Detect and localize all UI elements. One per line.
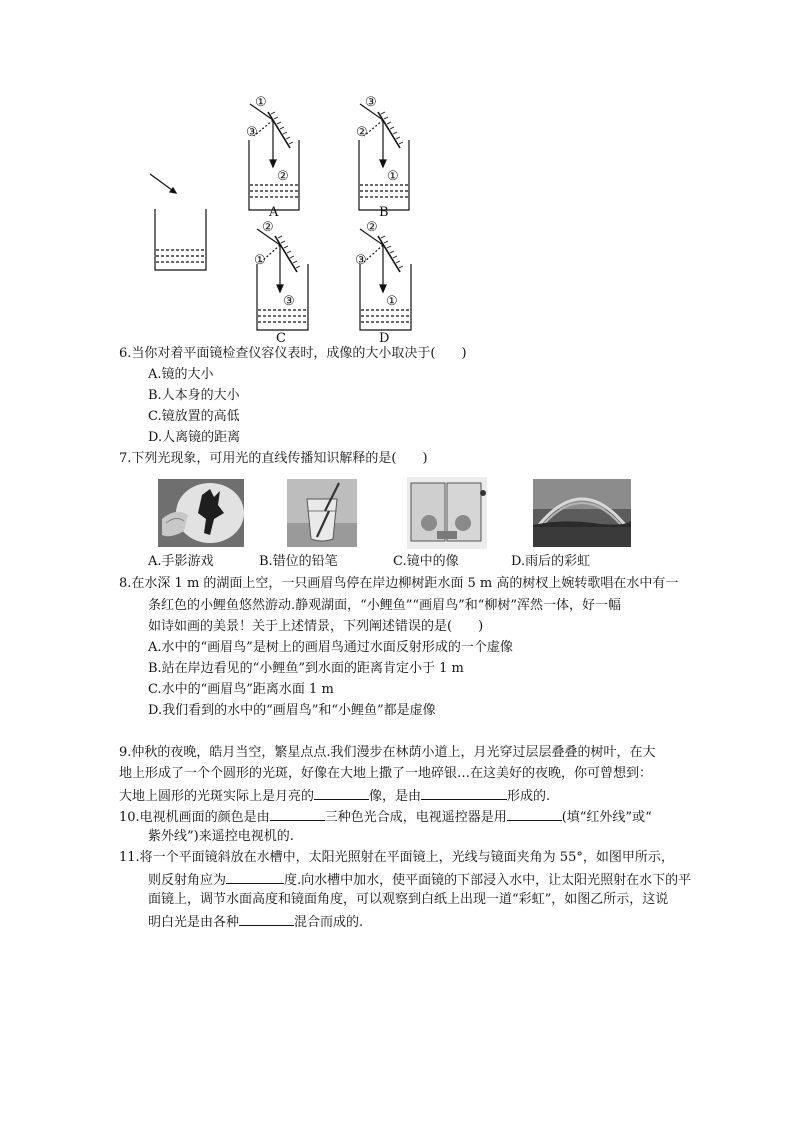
q9-blank-1[interactable] xyxy=(314,785,369,800)
label-a-3: ③ xyxy=(246,125,258,140)
label-c: C xyxy=(276,331,286,346)
q10-blank-2[interactable] xyxy=(507,806,562,821)
q9-line3-part3: 形成的. xyxy=(507,789,551,804)
q10-line2: 紫外线”)来遥控电视机的. xyxy=(148,829,294,844)
q9-line3-part1: 大地上圆形的光斑实际上是月亮的 xyxy=(119,789,315,804)
label-d-3: ③ xyxy=(355,253,367,268)
q11-line2-part1: 则反射角应为 xyxy=(148,873,227,888)
q10-blank-1[interactable] xyxy=(270,806,325,821)
q6-option-a: A.镜的大小 xyxy=(148,367,214,382)
q7-option-a: A.手影游戏 xyxy=(148,554,214,569)
label-c-2: ② xyxy=(262,220,274,235)
label-d: D xyxy=(379,331,390,346)
q9-line2: 地上形成了一个个圆形的光斑，好像在大地上撒了一地碎银…在这美好的夜晚，你可曾想到： xyxy=(119,766,653,781)
q9-line3-part2: 像，是由 xyxy=(369,789,422,804)
q8-option-a: A.水中的“画眉鸟”是树上的画眉鸟通过水面反射形成的一个虚像 xyxy=(148,640,513,655)
q8-option-d: D.我们看到的水中的“画眉鸟”和“小鲤鱼”都是虚像 xyxy=(148,703,436,718)
q6-option-b: B.人本身的大小 xyxy=(148,388,240,403)
diagram-c xyxy=(257,229,308,330)
q6-option-c: C.镜放置的高低 xyxy=(148,409,240,424)
q9-blank-2[interactable] xyxy=(421,785,507,800)
q8-line2: 条红色的小鲤鱼悠然游动.静观湖面，“小鲤鱼”“画眉鸟”和“柳树”浑然一体，好一幅 xyxy=(148,598,622,613)
q8-line3: 如诗如画的美景！关于上述情景，下列阐述错误的是( ) xyxy=(148,619,484,634)
q10-line1 xyxy=(119,806,652,828)
reference-container xyxy=(150,174,220,270)
label-a-2: ② xyxy=(277,169,289,184)
q8-option-b: B.站在岸边看见的“小鲤鱼”到水面的距离肯定小于 1 m xyxy=(148,661,464,676)
rainbow-photo xyxy=(533,479,631,547)
label-b-3: ③ xyxy=(365,95,377,110)
q10-line1-part2: 三种色光合成，电视遥控器是用 xyxy=(324,810,507,825)
diagram-b xyxy=(359,104,409,210)
q8-option-c: C.水中的“画眉鸟”距离水面 1 m xyxy=(148,682,334,697)
q11-line4-part2: 混合而成的. xyxy=(294,915,364,930)
label-c-1: ① xyxy=(254,253,266,268)
label-b: B xyxy=(379,205,389,220)
q9-line1: 9.仲秋的夜晚，皓月当空，繁星点点.我们漫步在林荫小道上，月光穿过层层叠叠的树叶，在大 xyxy=(119,745,656,760)
label-b-1: ① xyxy=(387,169,399,184)
label-d-2: ② xyxy=(366,220,378,235)
q11-blank-1[interactable] xyxy=(226,869,284,884)
hand-shadow-photo xyxy=(158,479,244,547)
diagram-a xyxy=(249,104,299,210)
q8-line1: 8.在水深 1 m 的湖面上空，一只画眉鸟停在岸边柳树距水面 5 m 高的树杈上婉转歌唱在水中有一 xyxy=(119,576,679,591)
q11-line1: 11.将一个平面镜斜放在水槽中，太阳光照射在平面镜上，光线与镜面夹角为 55°，如图甲所示， xyxy=(119,850,674,865)
label-b-2: ② xyxy=(356,125,368,140)
q11-line2-part2: 度.向水槽中加水，使平面镜的下部浸入水中，让太阳光照射在水下的平 xyxy=(284,873,692,888)
q7-stem: 7.下列光现象，可用光的直线传播知识解释的是( ) xyxy=(119,451,428,466)
q10-line1-part3: (填“红外线”或“ xyxy=(561,810,652,825)
q11-blank-2[interactable] xyxy=(239,911,294,926)
pencil-glass-photo xyxy=(287,479,357,547)
mirror-image-photo xyxy=(407,477,487,549)
diagram-d xyxy=(360,229,411,330)
q9-line3 xyxy=(119,785,550,807)
q6-stem: 6.当你对着平面镜检查仪容仪表时，成像的大小取决于( ) xyxy=(119,346,467,361)
q10-line1-part1: 10.电视机画面的颜色是由 xyxy=(119,810,270,825)
label-a-1: ① xyxy=(255,95,267,110)
label-c-3: ③ xyxy=(283,294,295,309)
q7-option-d: D.雨后的彩虹 xyxy=(511,554,591,569)
q11-line3: 面镜上，调节水面高度和镜面角度，可以观察到白纸上出现一道“彩虹”，如图乙所示，这说 xyxy=(148,892,669,907)
q11-line2 xyxy=(148,869,691,891)
optics-figure xyxy=(140,92,430,348)
label-a: A xyxy=(269,205,279,220)
q11-line4 xyxy=(148,911,363,933)
q7-option-b: B.错位的铅笔 xyxy=(259,554,338,569)
q6-option-d: D.人离镜的距离 xyxy=(148,430,241,445)
q11-line4-part1: 明白光是由各种 xyxy=(148,915,240,930)
q7-option-c: C.镜中的像 xyxy=(393,554,459,569)
label-d-1: ① xyxy=(386,294,398,309)
